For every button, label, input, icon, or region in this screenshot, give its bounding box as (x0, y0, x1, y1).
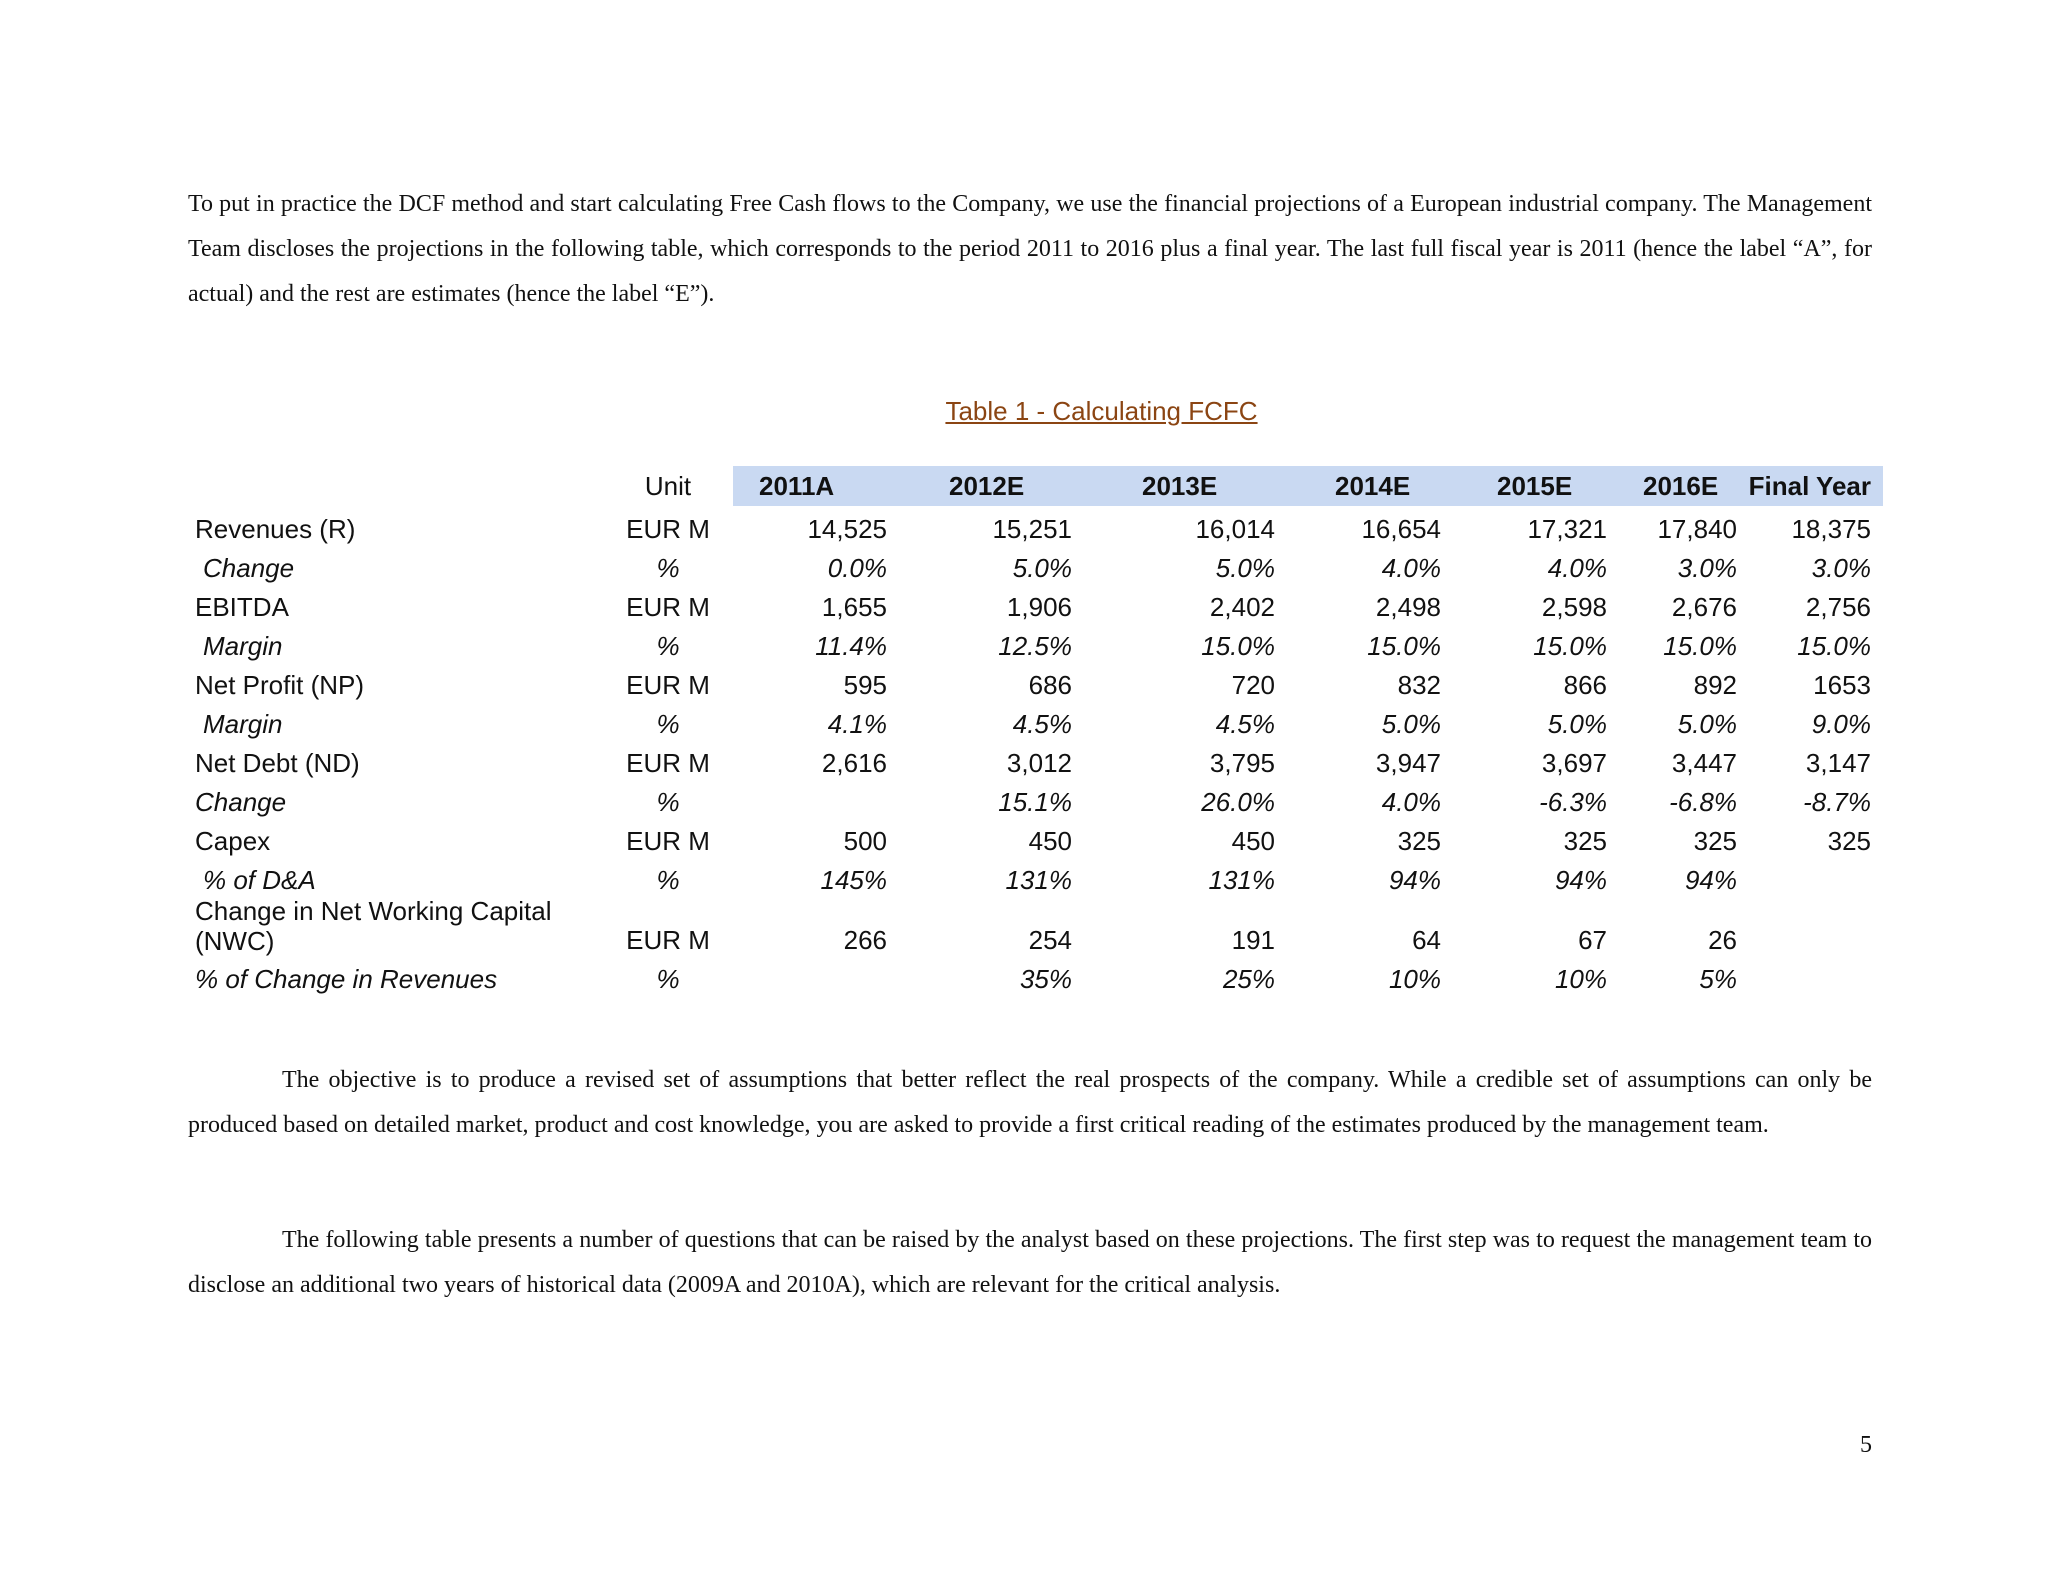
table-cell: 892 (1693, 670, 1737, 700)
header-year: 2016E (1607, 466, 1737, 506)
row-label: Net Profit (NP) (195, 670, 365, 700)
table-cell: 325 (1827, 826, 1871, 856)
table-cell: 26 (1708, 925, 1737, 955)
table-cell (1737, 896, 1883, 956)
table-cell: 67 (1578, 925, 1607, 955)
header-year: 2013E (1072, 466, 1275, 506)
header-empty-cell (188, 466, 603, 506)
table-cell: 15.0% (1201, 631, 1275, 661)
table-cell: 17,321 (1527, 514, 1607, 544)
table-cell: 94% (1554, 865, 1607, 895)
table-cell: 1,655 (821, 592, 887, 622)
table-cell: 720 (1231, 670, 1275, 700)
intro-paragraph: To put in practice the DCF method and start calculating Free Cash flows to the Company, we use the financial projections of a European industrial company. The Management Team discloses the projections in the following table, which corresponds to the period 2011 to 2016 plus a final year. The last full fiscal year is 2011 (hence the label “A”, for actual) and the rest are estimates (hence the label “E”). (188, 191, 1872, 307)
table-cell: 5% (1699, 964, 1737, 994)
table-cell: 3,447 (1671, 748, 1737, 778)
table-cell: 145% (820, 865, 887, 895)
table-cell: 15.0% (1533, 631, 1607, 661)
table-cell: 3,697 (1541, 748, 1607, 778)
table-cell: 14,525 (807, 514, 887, 544)
table-row (188, 740, 1883, 779)
row-label: Revenues (R) (195, 514, 356, 544)
table-cell: 26.0% (1201, 787, 1275, 817)
table-cell: 18,375 (1791, 514, 1871, 544)
table-cell: 94% (1684, 865, 1737, 895)
table-cell (1737, 857, 1883, 896)
header-year: 2012E (887, 466, 1072, 506)
table-cell: 5.0% (1547, 709, 1607, 739)
following-paragraph: The following table presents a number of questions that can be raised by the analyst based on these projections. The first step was to request the management team to disclose an additional two years of historical data (2009A and 2010A), which are relevant for the critical analysis. (188, 1227, 1872, 1298)
table-cell: 5.0% (1677, 709, 1737, 739)
table-header-row (188, 466, 1883, 506)
header-year: Final Year (1737, 466, 1883, 506)
table-cell: 254 (1028, 925, 1072, 955)
row-unit: EUR M (626, 925, 710, 955)
table-row (188, 956, 1883, 995)
table-cell: 11.4% (815, 631, 887, 661)
table-title-wrap (188, 396, 2015, 427)
table-cell: 3,147 (1805, 748, 1871, 778)
table-cell: 450 (1231, 826, 1275, 856)
table-cell (1737, 956, 1883, 995)
table-cell: 15.0% (1367, 631, 1441, 661)
table-cell: 5.0% (1012, 553, 1072, 583)
table-cell: 1653 (1813, 670, 1871, 700)
table-cell: 15.0% (1663, 631, 1737, 661)
row-label: % of Change in Revenues (195, 964, 498, 994)
row-unit: % (656, 865, 680, 895)
row-label: Margin (203, 631, 283, 661)
table-cell: 2,676 (1671, 592, 1737, 622)
table-cell: 3,795 (1209, 748, 1275, 778)
table-cell: 3.0% (1811, 553, 1871, 583)
table-cell: 16,654 (1361, 514, 1441, 544)
row-label: Capex (195, 826, 271, 856)
table-cell: 25% (1222, 964, 1275, 994)
row-unit: % (656, 709, 680, 739)
table-cell: 2,402 (1209, 592, 1275, 622)
header-year: 2014E (1275, 466, 1441, 506)
row-label: Margin (203, 709, 283, 739)
table-cell: 131% (1005, 865, 1072, 895)
row-unit: EUR M (626, 748, 710, 778)
table-cell: 10% (1388, 964, 1441, 994)
row-label: Change in Net Working Capital (NWC) (195, 896, 552, 956)
row-label: EBITDA (195, 592, 289, 622)
table-cell: 325 (1563, 826, 1607, 856)
table-cell: 15,251 (992, 514, 1072, 544)
row-unit: EUR M (626, 592, 710, 622)
table-cell: 3,012 (1006, 748, 1072, 778)
table-title: Table 1 - Calculating FCFC (945, 396, 1258, 426)
row-label: Change (203, 553, 295, 583)
table-row (188, 857, 1883, 896)
table-cell: 1,906 (1006, 592, 1072, 622)
table-cell: 4.1% (827, 709, 887, 739)
table-row (188, 506, 1883, 545)
page-number: 5 (1860, 1432, 1872, 1458)
row-unit: % (656, 787, 680, 817)
table-cell: 2,616 (821, 748, 887, 778)
table-cell: 686 (1028, 670, 1072, 700)
table-cell: 866 (1563, 670, 1607, 700)
table-cell: 595 (843, 670, 887, 700)
table-cell: 4.0% (1381, 553, 1441, 583)
table-cell: -8.7% (1803, 787, 1871, 817)
table-cell: 9.0% (1811, 709, 1871, 739)
table-cell: 4.5% (1012, 709, 1072, 739)
table-cell: 12.5% (998, 631, 1072, 661)
financial-projections-table (188, 466, 1883, 995)
table-cell: 450 (1028, 826, 1072, 856)
table-cell: 832 (1397, 670, 1441, 700)
table-cell: 2,756 (1805, 592, 1871, 622)
table-cell: 131% (1208, 865, 1275, 895)
table-cell (733, 956, 887, 995)
table-cell: 500 (843, 826, 887, 856)
table-cell: -6.3% (1539, 787, 1607, 817)
table-row (188, 779, 1883, 818)
table-row (188, 623, 1883, 662)
header-year: 2011A (733, 466, 887, 506)
table-cell: 5.0% (1215, 553, 1275, 583)
table-cell: 16,014 (1195, 514, 1275, 544)
table-cell: 17,840 (1657, 514, 1737, 544)
row-label: Change (195, 787, 287, 817)
table-cell: 15.1% (998, 787, 1072, 817)
table-cell: 325 (1693, 826, 1737, 856)
objective-paragraph: The objective is to produce a revised set of assumptions that better reflect the real prospects of the company. While a credible set of assumptions can only be produced based on detailed market, product and cost knowledge, you are asked to provide a first critical reading of the estimates produced by the management team. (188, 1067, 1872, 1138)
row-label: % of D&A (203, 865, 316, 895)
table-cell: 2,598 (1541, 592, 1607, 622)
table-cell: 94% (1388, 865, 1441, 895)
table-cell: 3.0% (1677, 553, 1737, 583)
table-cell: -6.8% (1669, 787, 1737, 817)
row-unit: % (656, 631, 680, 661)
table-cell: 266 (843, 925, 887, 955)
table-cell: 10% (1554, 964, 1607, 994)
table-cell: 191 (1231, 925, 1275, 955)
table-cell: 4.0% (1547, 553, 1607, 583)
table-cell: 325 (1397, 826, 1441, 856)
header-year: 2015E (1441, 466, 1607, 506)
table-cell: 0.0% (827, 553, 887, 583)
table-row (188, 896, 1883, 956)
table-row (188, 701, 1883, 740)
table-cell: 64 (1412, 925, 1441, 955)
row-label: Net Debt (ND) (195, 748, 360, 778)
table-cell: 3,947 (1375, 748, 1441, 778)
row-unit: EUR M (626, 670, 710, 700)
table-cell: 15.0% (1797, 631, 1871, 661)
row-unit: % (656, 553, 680, 583)
table-row (188, 662, 1883, 701)
table-cell (733, 779, 887, 818)
table-cell: 2,498 (1375, 592, 1441, 622)
table-cell: 4.5% (1215, 709, 1275, 739)
row-unit: EUR M (626, 514, 710, 544)
row-unit: % (656, 964, 680, 994)
table-row (188, 584, 1883, 623)
table-row (188, 818, 1883, 857)
header-unit: Unit (644, 470, 692, 501)
table-cell: 5.0% (1381, 709, 1441, 739)
table-cell: 35% (1019, 964, 1072, 994)
row-unit: EUR M (626, 826, 710, 856)
table-cell: 4.0% (1381, 787, 1441, 817)
table-row (188, 545, 1883, 584)
